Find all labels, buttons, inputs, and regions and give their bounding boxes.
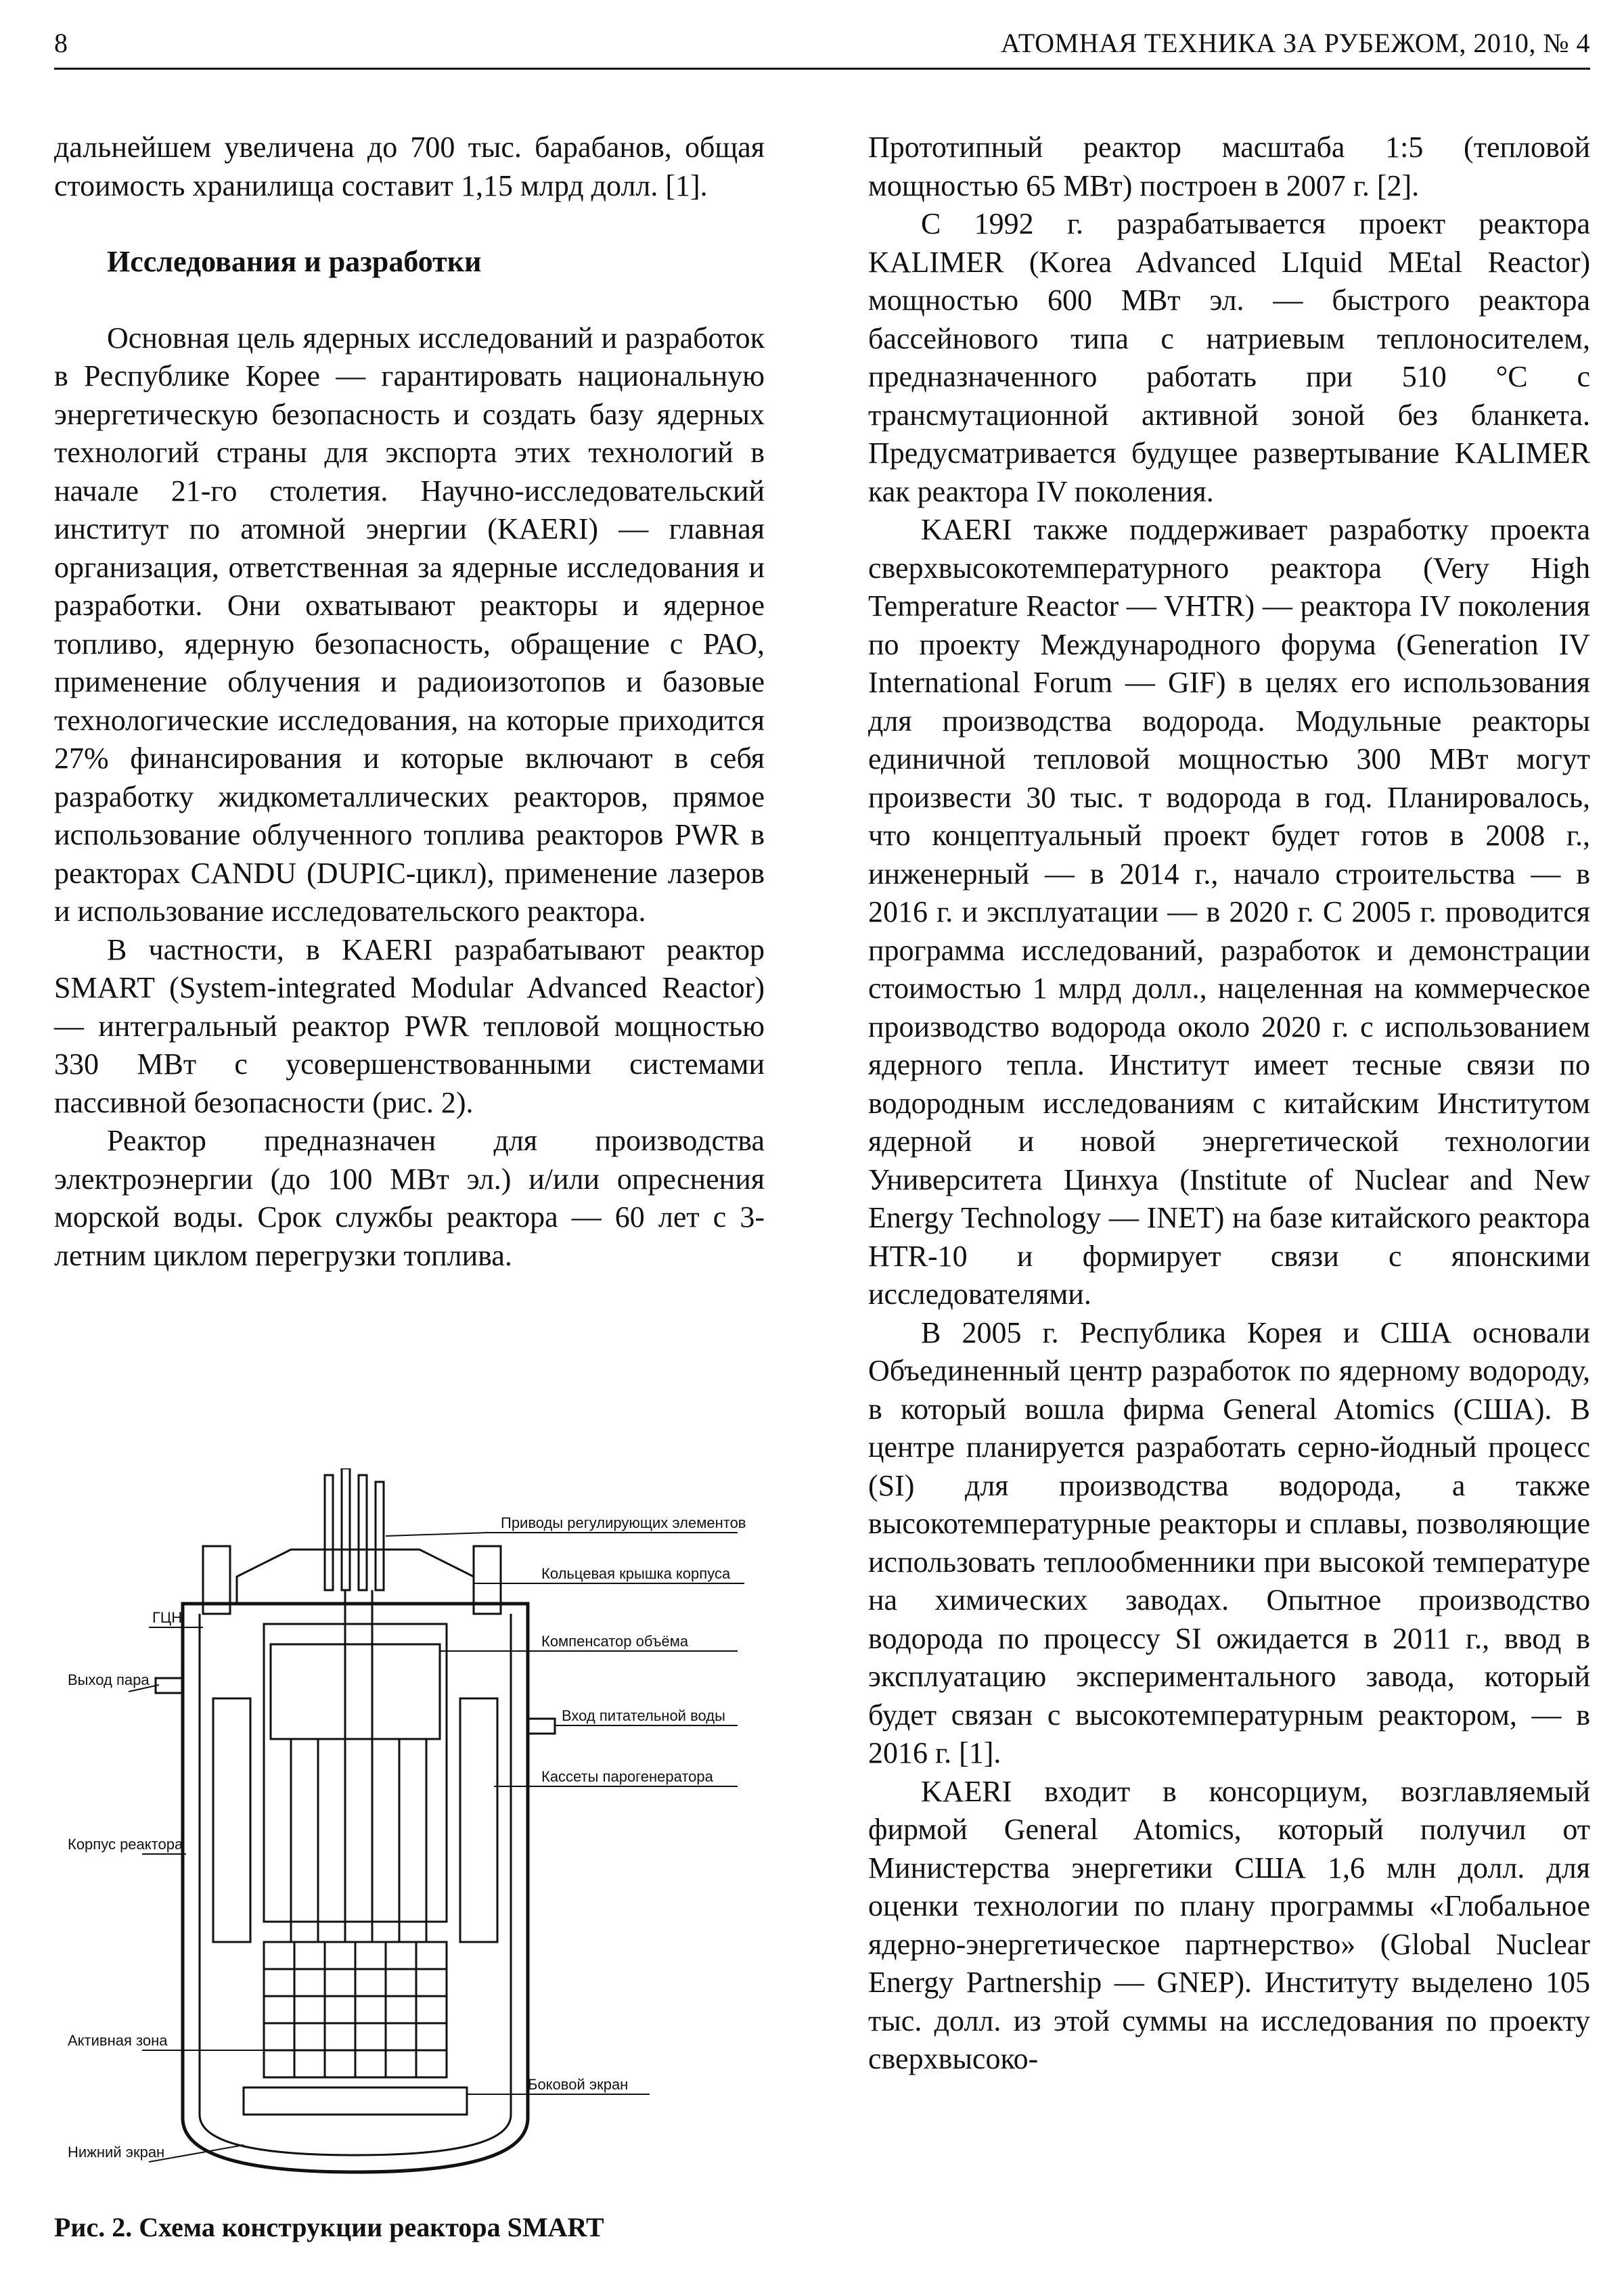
paragraph: В частности, в KAERI разрабатывают реактор SMART (System-integrated Modular Advanced Reactor) — интегральный реактор PWR тепловой мощностью 330 МВт с усовершенствованными системами пассивной безопасности (рис. 2). [54,932,765,1119]
right-column [868,129,1590,2079]
paragraph: дальнейшем увеличена до 700 тыс. барабанов, общая стоимость хранилища составит 1,15 млрд долл. [1]. [54,131,765,202]
paragraph: В 2005 г. Республика Корея и США основали Объединенный центр разработок по ядерному водороду, в который вошла фирма General Atomics (США). В центре планируется разработать серно-йодный процесс (SI) для производства водорода, а также высокотемпературные реакторы и сплавы, позволяющие использовать теплообменники при высокой температуре на химических заводах. Опытное производство водорода по процессу SI ожидается в 2011 г., ввод в эксплуатацию экспериментального завода, который будет связан с высокотемпературным реактором, — в 2016 г. [1]. [868,1315,1590,1769]
drive-rod [376,1482,384,1590]
bottom-shield [244,2087,467,2115]
sg-cassette-left [213,1698,250,1942]
section-heading: Исследования и разработки [107,245,482,278]
label-ring-cover: Кольцевая крышка корпуса [541,1565,731,1582]
drive-rod [342,1468,350,1590]
paragraph: Основная цель ядерных исследований и разработок в Республике Корее — гарантировать национальную энергетическую безопасность и создать базу ядерных технологий страны для экспорта этих технологий в начале 21-го столетия. Научно-исследовательский институт по атомной энергии (KAERI) — главная организация, ответственная за ядерные исследования и разработки. Они охватывают реакторы и ядерное топливо, ядерную безопасность, обращение с РАО, применение облучения и радиоизотопов и базовые технологические исследования, на которые приходится 27% финансирования и которые включают в себя разработку жидкометаллических реакторов, прямое использование облученного топлива реакторов PWR в реакторах CANDU (DUPIC-цикл), применение лазеров и использование исследовательского реактора. [54,321,765,928]
paragraph: KAERI также поддерживает разработку проекта сверхвысокотемпературного реактора (Very High Temperature Reactor — VHTR) — реактора IV поколения по проекту Международного форума (Generation IV International Forum — GIF) в целях его использования для производства водорода. Модульные реакторы единичной тепловой мощностью 300 МВт могут произвести 30 тыс. т водорода в год. Планировалось, что концептуальный проект будет готов в 2008 г., инженерный — в 2014 г., начало строительства — в 2016 г. и эксплуатации — в 2020 г. С 2005 г. проводится программа исследований, разработок и демонстрации стоимостью 1 млрд долл., нацеленная на коммерческое производство водорода около 2020 г. с использованием ядерного тепла. Институт имеет тесные связи по водородным исследованиям с китайским Институтом ядерной и новой энергетической технологии Университета Цинхуа (Institute of Nuclear and New Energy Technology — INET) на базе китайского реактора HTR-10 и формирует связи с японскими исследователями. [868,513,1590,1311]
journal-title: АТОМНАЯ ТЕХНИКА ЗА РУБЕЖОМ, 2010, № 4 [1000,28,1590,58]
drive-rod [325,1475,333,1590]
label-feedwater-in: Вход питательной воды [562,1707,725,1724]
header-rule [54,68,1590,70]
label-pressurizer: Компенсатор объёма [541,1633,689,1650]
paragraph: Реактор предназначен для производства электроэнергии (до 100 МВт эл.) и/или опреснения морской воды. Срок службы реактора — 60 лет с 3-летним циклом перегрузки топлива. [54,1124,765,1272]
label-vessel: Корпус реактора [68,1836,183,1853]
paragraph: Прототипный реактор масштаба 1:5 (тепловой мощностью 65 МВт) построен в 2007 г. [2]. [868,131,1590,202]
page-number: 8 [54,28,68,58]
reactor-diagram [68,1468,765,2199]
vessel-head [237,1550,474,1604]
drive-rod [359,1475,367,1590]
label-sg-cassettes: Кассеты парогенератора [541,1768,713,1785]
label-drives: Приводы регулирующих элементов [501,1514,746,1531]
label-steam-out: Выход пара [68,1671,150,1688]
left-column [54,129,765,1275]
label-side-shield: Боковой экран [528,2076,629,2093]
label-core: Активная зона [68,2032,168,2049]
pressurizer-region [271,1644,440,1739]
steam-nozzle [156,1678,183,1693]
paragraph: С 1992 г. разрабатывается проект реактора KALIMER (Korea Advanced LIquid MEtal Reactor) мощностью 600 МВт эл. — быстрого реактора бассейнового типа с натриевым теплоносителем, предназначенного работать при 510 °С с трансмутационной активной зоной без бланкета. Предусматривается будущее развертывание KALIMER как реактора IV поколения. [868,207,1590,508]
label-gcn: ГЦН [152,1609,183,1626]
paragraph: KAERI входит в консорциум, возглавляемый фирмой General Atomics, который получил от Министерства энергетики США 1,6 млн долл. для оценки технологии по плану программы «Глобальное ядерно-энергетическое партнерство» (Global Nuclear Energy Partnership — GNEP). Институту выделено 105 тыс. долл. из этой суммы на исследования по проекту сверхвысоко- [868,1774,1590,2075]
page-header [54,20,1590,69]
figure-caption: Рис. 2. Схема конструкции реактора SMART [54,2212,604,2242]
label-bottom-shield: Нижний экран [68,2144,165,2161]
feedwater-nozzle [528,1719,555,1734]
sg-cassette-right [460,1698,497,1942]
